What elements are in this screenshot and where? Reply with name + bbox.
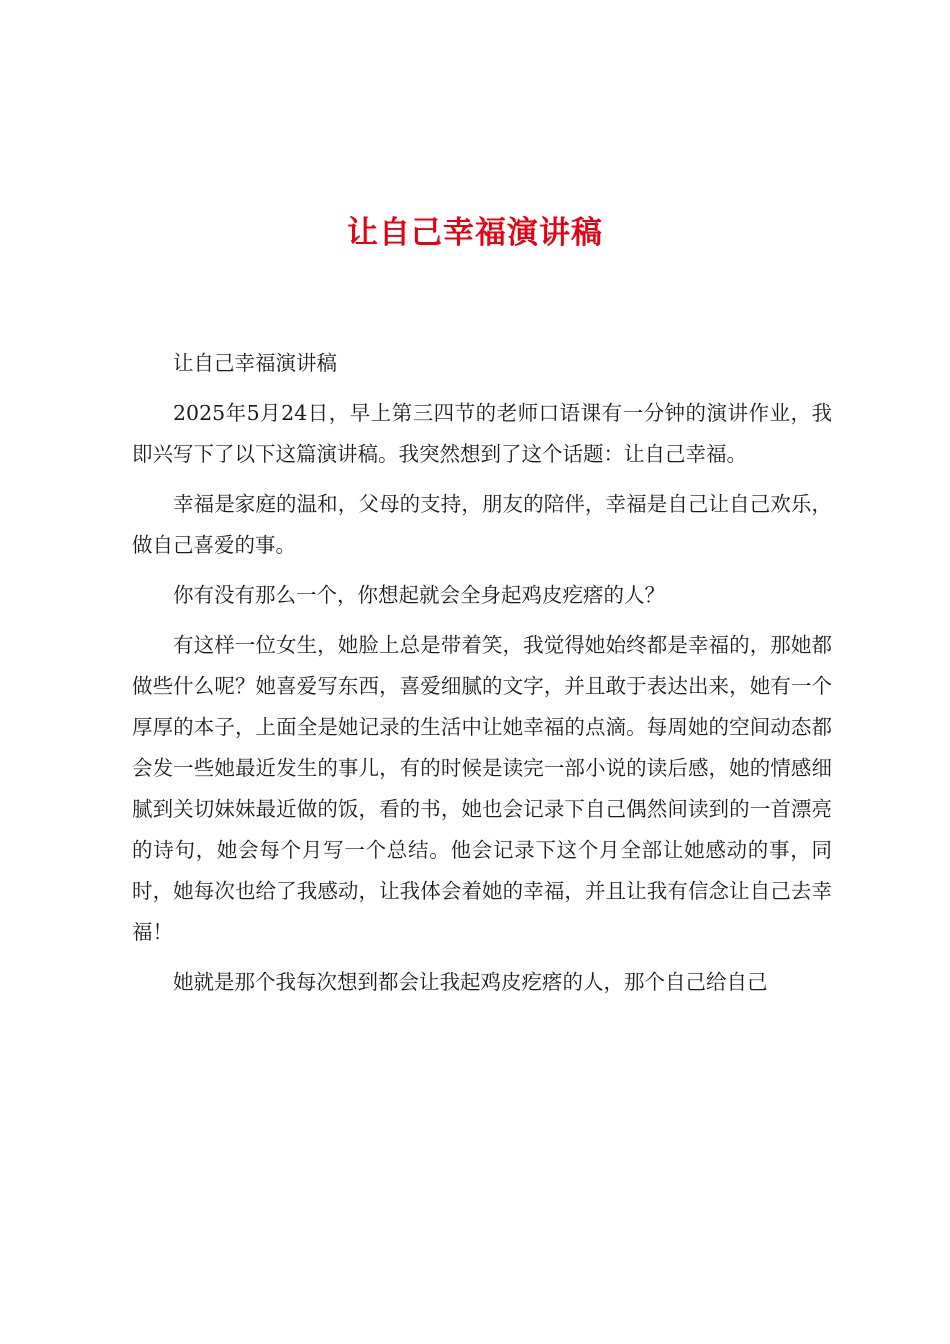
paragraph-question: 你有没有那么一个，你想起就会全身起鸡皮疙瘩的人？ [173,583,665,607]
paragraph-closing: 她就是那个我每次想到都会让我起鸡皮疙瘩的人，那个自己给自己 [173,970,768,994]
paragraph-intro: 2025年5月24日，早上第三四节的老师口语课有一分钟的演讲作业，我即兴写下了以下这篇演讲稿。我突然想到了这个话题：让自己幸福。 [132,401,832,466]
document-body [132,343,832,1012]
paragraph-story: 有这样一位女生，她脸上总是带着笑，我觉得她始终都是幸福的，那她都做些什么呢？她喜爱写东西，喜爱细腻的文字，并且敢于表达出来，她有一个厚厚的本子，上面全是她记录的生活中让她幸福的点滴。每周她的空间动态都会发一些她最近发生的事儿，有的时候是读完一部小说的读后感，她的情感细腻到关切妹妹最近做的饭，看的书，她也会记录下自己偶然间读到的一首漂亮的诗句，她会每个月写一个总结。他会记录下这个月全部让她感动的事，同时，她每次也给了我感动，让我体会着她的幸福，并且让我有信念让自己去幸福！ [132,633,832,944]
paragraph-definition: 幸福是家庭的温和，父母的支持，朋友的陪伴，幸福是自己让自己欢乐，做自己喜爱的事。 [132,492,832,557]
document-title: 让自己幸福演讲稿 [347,215,603,251]
paragraph-heading: 让自己幸福演讲稿 [173,351,337,375]
